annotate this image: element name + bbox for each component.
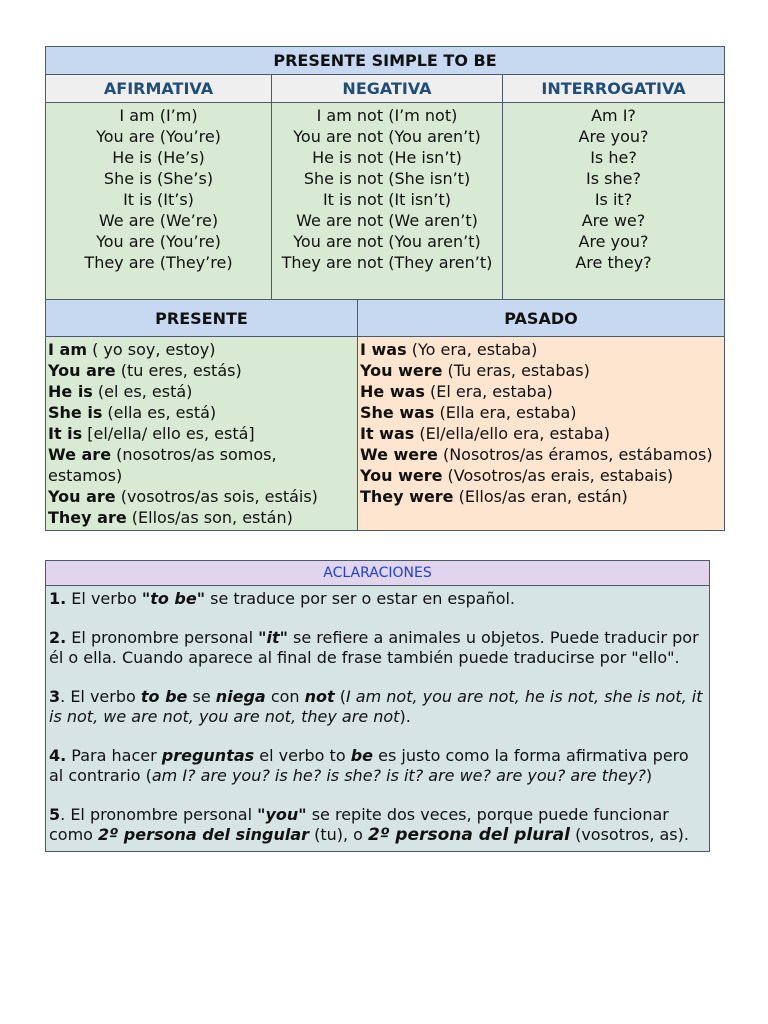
list-item: They are (Ellos/as son, están) xyxy=(48,508,293,527)
list-item: We are (nosotros/as somos, estamos) xyxy=(48,445,277,485)
list-item: I am ( yo soy, estoy) xyxy=(48,340,216,359)
list-item: She is (She’s) xyxy=(103,169,214,188)
list-item: It was (El/ella/ello era, estaba) xyxy=(360,424,610,443)
list-item: Am I? xyxy=(591,106,636,125)
list-item: You are (You’re) xyxy=(96,127,221,146)
list-item: Are we? xyxy=(581,211,646,230)
list-item: We are (We’re) xyxy=(98,211,219,230)
negativa-cell xyxy=(272,103,503,301)
list-item: They are (They’re) xyxy=(84,253,233,272)
list-item: Are you? xyxy=(578,232,649,251)
list-item: She is not (She isn’t) xyxy=(303,169,471,188)
list-item: You are (tu eres, estás) xyxy=(48,361,242,380)
note-4: 4. Para hacer preguntas el verbo to be es justo como la forma afirmativa pero al contrario (am I? are you? is he? is she? is it? are we? are you? are they?) xyxy=(49,746,689,785)
list-item: You were (Tu eras, estabas) xyxy=(360,361,590,380)
list-item: We were (Nosotros/as éramos, estábamos) xyxy=(360,445,713,464)
aclaraciones-table xyxy=(45,560,710,852)
header-afirmativa: AFIRMATIVA xyxy=(46,75,272,103)
list-item: You were (Vosotros/as erais, estabais) xyxy=(360,466,674,485)
list-item: I was (Yo era, estaba) xyxy=(360,340,538,359)
list-item: Is it? xyxy=(594,190,633,209)
aclaraciones-title: ACLARACIONES xyxy=(46,561,710,586)
list-item: I am not (I’m not) xyxy=(316,106,458,125)
list-item: You are not (You aren’t) xyxy=(293,232,481,251)
list-item: She was (Ella era, estaba) xyxy=(360,403,577,422)
note-5: 5. El pronombre personal "you" se repite dos veces, porque puede funcionar como 2º persona del singular (tu), o 2º persona del plural (vosotros, as). xyxy=(49,805,689,845)
presente-simple-table xyxy=(45,46,725,301)
list-item: It is (It’s) xyxy=(123,190,194,209)
note-2: 2. El pronombre personal "it" se refiere a animales u objetos. Puede traducir por él o ella. Cuando aparece al final de frase también puede traducirse por "ello". xyxy=(49,628,699,667)
aclaraciones-body xyxy=(46,586,710,852)
list-item: He is (el es, está) xyxy=(48,382,193,401)
list-item: Are they? xyxy=(575,253,652,272)
list-item: She is (ella es, está) xyxy=(48,403,217,422)
header-interrogativa: INTERROGATIVA xyxy=(503,75,725,103)
note-3: 3. El verbo to be se niega con not (I am not, you are not, he is not, she is not, it is not, we are not, you are not, they are not). xyxy=(49,687,703,726)
presente-pasado-table xyxy=(45,299,725,531)
list-item: It is not (It isn’t) xyxy=(322,190,452,209)
list-item: They are not (They aren’t) xyxy=(281,253,493,272)
list-item: You are not (You aren’t) xyxy=(293,127,481,146)
list-item: Are you? xyxy=(578,127,649,146)
list-item: Is she? xyxy=(586,169,641,188)
list-item: He was (El era, estaba) xyxy=(360,382,553,401)
list-item: You are (vosotros/as sois, estáis) xyxy=(48,487,318,506)
table-title: PRESENTE SIMPLE TO BE xyxy=(46,47,725,75)
header-negativa: NEGATIVA xyxy=(272,75,503,103)
presente-cell xyxy=(46,337,358,531)
list-item: You are (You’re) xyxy=(96,232,221,251)
list-item: He is not (He isn’t) xyxy=(312,148,462,167)
header-presente: PRESENTE xyxy=(46,300,358,337)
pasado-cell xyxy=(358,337,725,531)
list-item: It is [el/ella/ ello es, está] xyxy=(48,424,255,443)
header-pasado: PASADO xyxy=(358,300,725,337)
afirmativa-cell xyxy=(46,103,272,301)
list-item: They were (Ellos/as eran, están) xyxy=(360,487,628,506)
list-item: He is (He’s) xyxy=(112,148,205,167)
list-item: We are not (We aren’t) xyxy=(296,211,478,230)
note-1: 1. El verbo "to be" se traduce por ser o estar en español. xyxy=(49,589,516,608)
list-item: Is he? xyxy=(590,148,637,167)
interrogativa-cell xyxy=(503,103,725,301)
list-item: I am (I’m) xyxy=(119,106,198,125)
